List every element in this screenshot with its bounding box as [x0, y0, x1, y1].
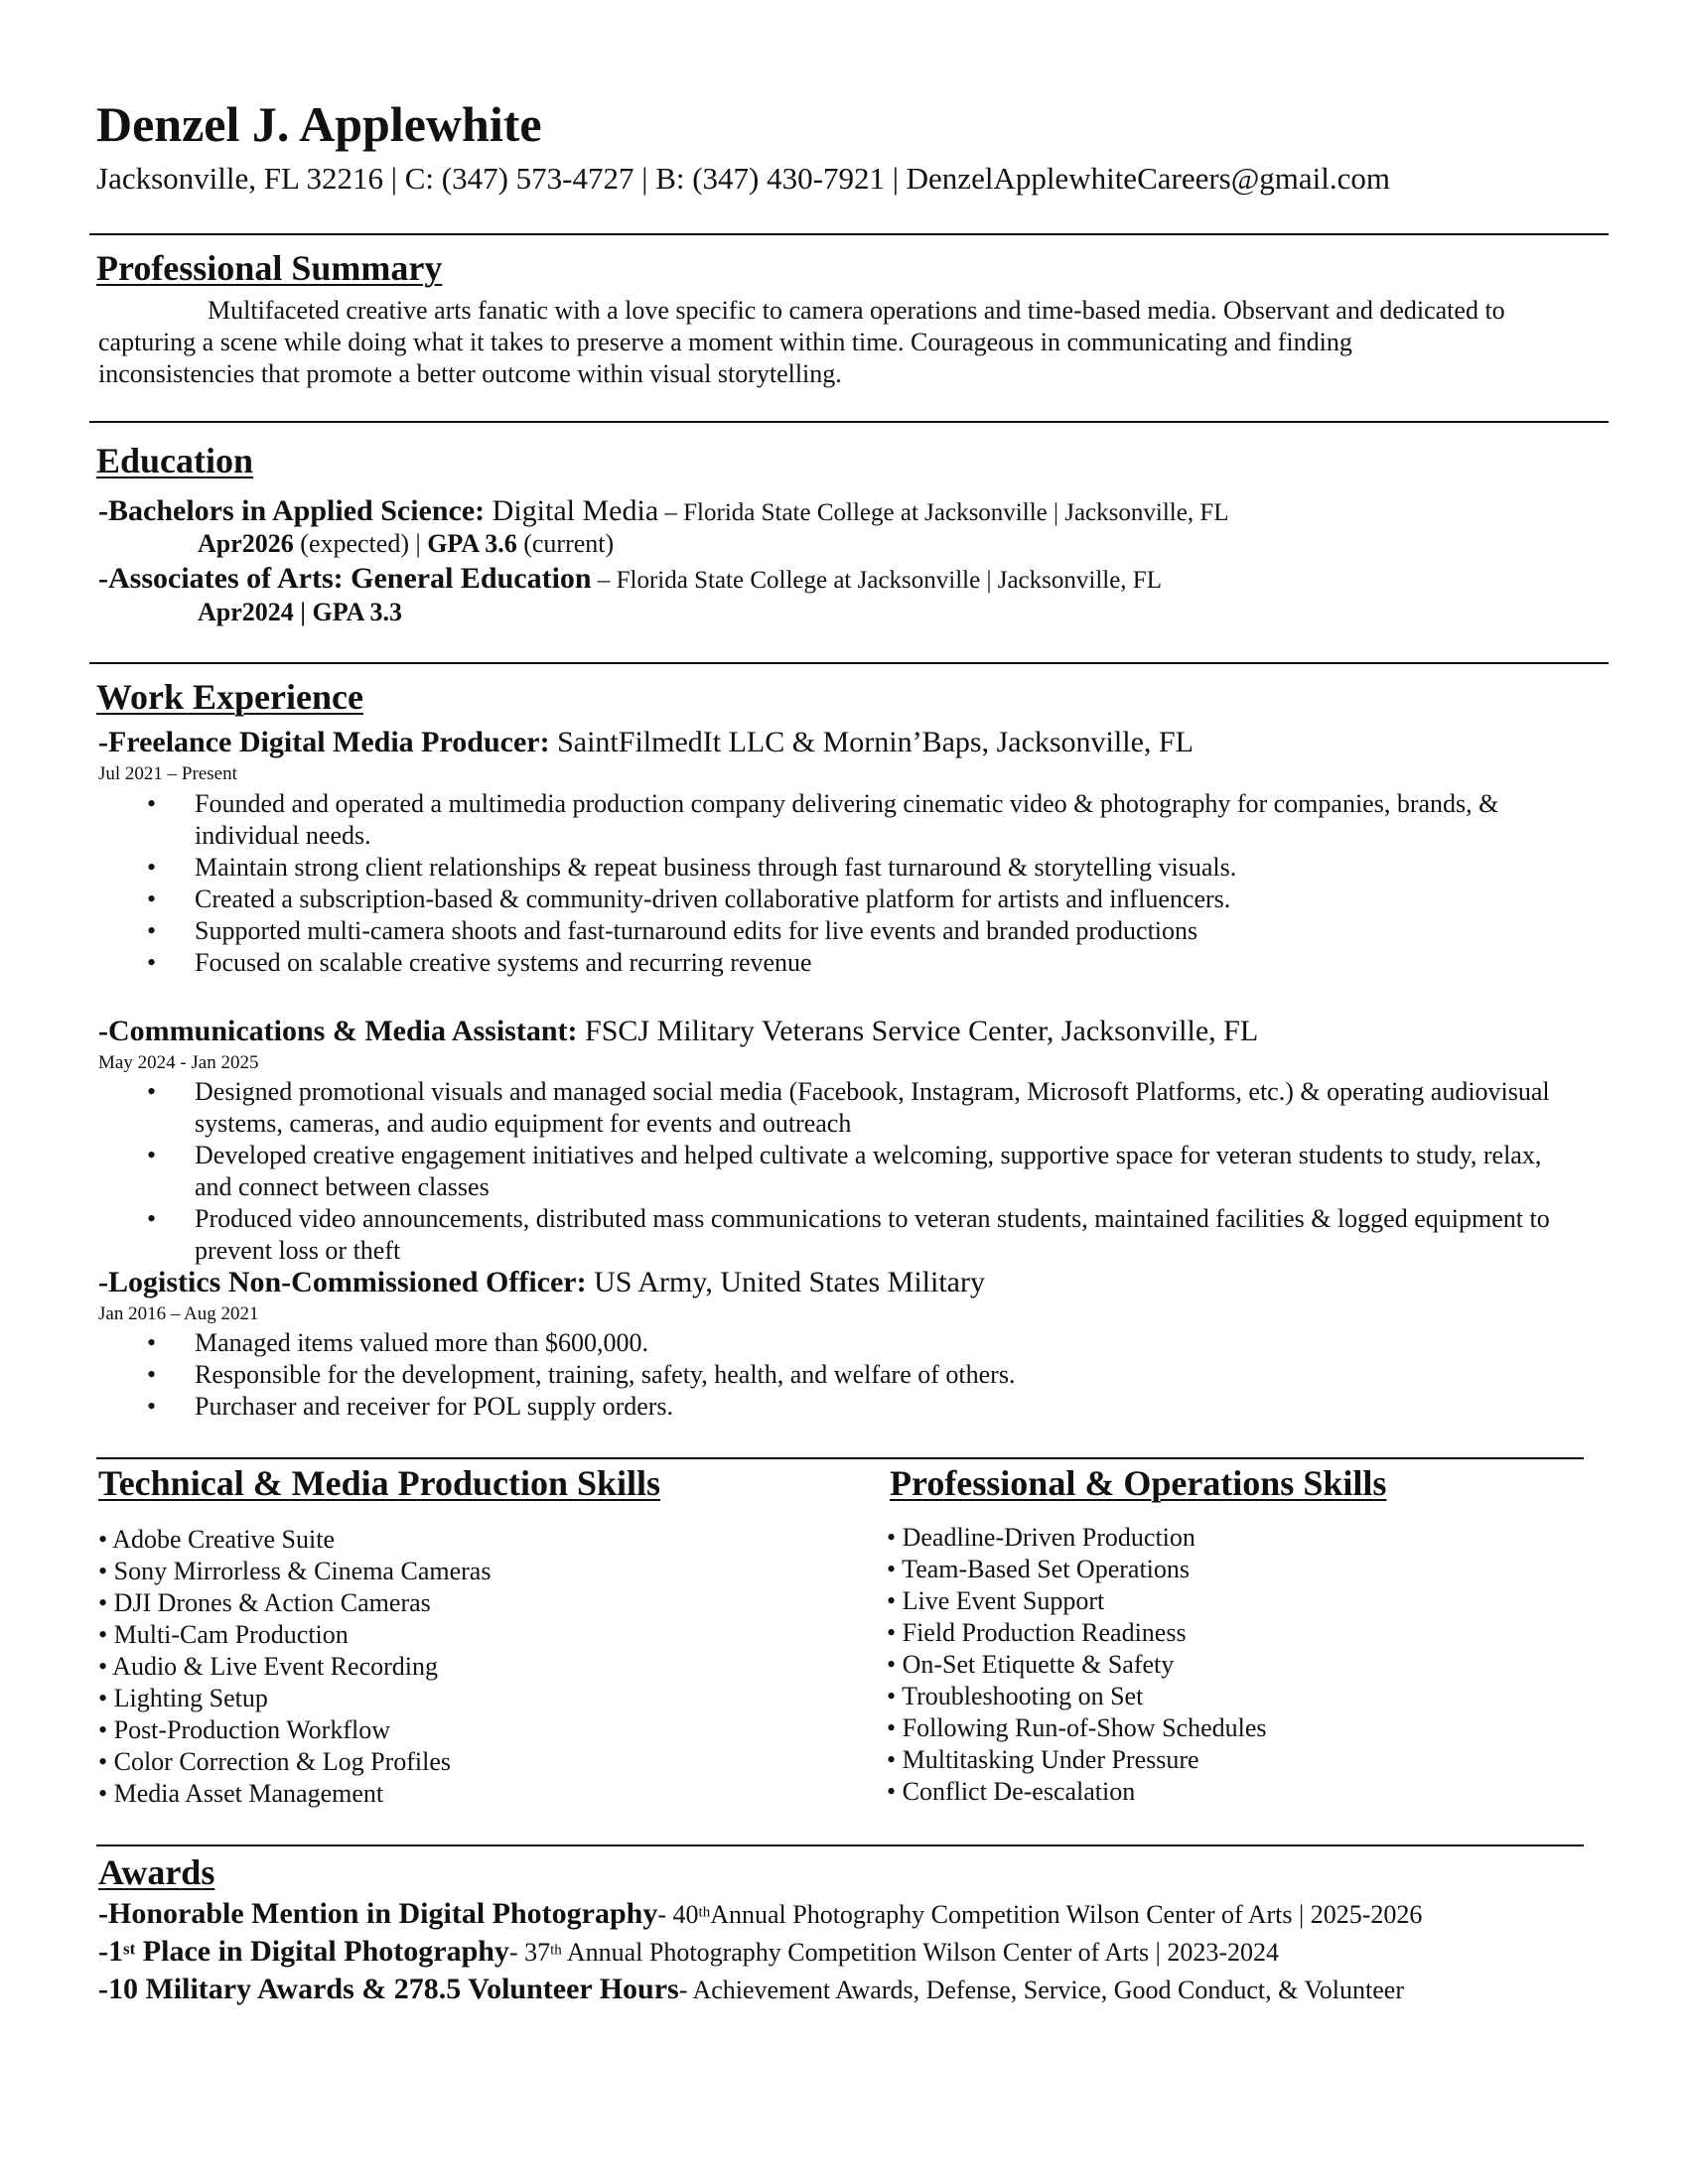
list-item: • Deadline-Driven Production [887, 1523, 1196, 1552]
award-detail: Annual Photography Competition Wilson Center of Arts | 2023-2024 [561, 1938, 1280, 1967]
list-item: • Team-Based Set Operations [887, 1555, 1191, 1583]
job-dates-2: May 2024 - Jan 2025 [98, 1052, 259, 1073]
award-sup: th [698, 1904, 711, 1921]
list-item [147, 884, 1575, 915]
bullet-text: Produced video announcements, distributed mass communications to veteran students, maintained facilities & logged equipment to prevent loss or theft [195, 1204, 1550, 1265]
bullet-icon: • [147, 916, 157, 945]
award-title: -Honorable Mention in Digital Photography [98, 1897, 658, 1930]
education-heading: Education [96, 441, 254, 480]
list-item: • Adobe Creative Suite [98, 1525, 335, 1554]
list-item [147, 1327, 1575, 1359]
divider [89, 421, 1609, 423]
divider [96, 1457, 1584, 1459]
degree: -Associates of Arts: General Education [98, 562, 592, 595]
education-entry-2 [98, 564, 1162, 594]
degree-field: Digital Media [485, 494, 659, 527]
award-num: 37 [524, 1938, 551, 1967]
list-item: • Multitasking Under Pressure [887, 1745, 1199, 1774]
list-item: • Multi-Cam Production [98, 1620, 349, 1649]
job-title-1 [98, 728, 1194, 757]
list-item: • Following Run-of-Show Schedules [887, 1713, 1267, 1742]
bullet-text: Managed items valued more than $600,000. [195, 1328, 649, 1357]
bullet-text: Founded and operated a multimedia production company delivering cinematic video & photography for companies, brands, & individual needs. [195, 789, 1499, 850]
award-title-rest: Place in Digital Photography [135, 1935, 509, 1968]
school: – Florida State College at Jacksonville | Jacksonville, FL [658, 499, 1229, 526]
bullet-text: Purchaser and receiver for POL supply orders. [195, 1392, 674, 1421]
list-item [147, 1140, 1575, 1203]
education-entry-1 [98, 496, 1229, 526]
bullet-icon: • [147, 789, 157, 818]
job-bullets-2 [147, 1076, 1575, 1267]
award-title-sup: st [123, 1939, 136, 1959]
job-org: SaintFilmedIt LLC & Mornin’Baps, Jacksonville, FL [549, 726, 1194, 758]
gpa-note: (current) [516, 529, 615, 558]
bullet-text: Focused on scalable creative systems and recurring revenue [195, 948, 812, 977]
list-item [147, 1076, 1575, 1140]
technical-skills-list [98, 1524, 491, 1810]
bullet-icon: • [147, 1360, 157, 1389]
school: – Florida State College at Jacksonville | Jacksonville, FL [591, 567, 1162, 594]
job-dates-3: Jan 2016 – Aug 2021 [98, 1303, 259, 1324]
education-entry-1-date [198, 531, 614, 557]
award-2 [98, 1937, 1279, 1967]
bullet-icon: • [147, 1328, 157, 1357]
list-item: • Live Event Support [887, 1586, 1105, 1615]
list-item [147, 852, 1575, 884]
job-bullets-1 [147, 788, 1575, 979]
award-3 [98, 1975, 1404, 2004]
list-item: • Sony Mirrorless & Cinema Cameras [98, 1557, 492, 1585]
technical-skills-heading: Technical & Media Production Skills [98, 1463, 661, 1503]
list-item [147, 1359, 1575, 1391]
divider [89, 662, 1609, 664]
bullet-text: Supported multi-camera shoots and fast-turnaround edits for live events and branded productions [195, 916, 1198, 945]
list-item [147, 1203, 1575, 1267]
work-heading: Work Experience [96, 677, 363, 717]
bullet-text: Developed creative engagement initiatives and helped cultivate a welcoming, supportive space for veteran students to study, relax, and connect between classes [195, 1141, 1542, 1201]
job-bullets-3 [147, 1327, 1575, 1423]
bullet-icon: • [147, 1077, 157, 1106]
award-title: -10 Military Awards & 278.5 Volunteer Hours [98, 1973, 679, 2005]
job-title-3 [98, 1268, 985, 1297]
list-item: • Audio & Live Event Recording [98, 1652, 438, 1681]
divider [89, 233, 1609, 235]
list-item [147, 915, 1575, 947]
contact-line: Jacksonville, FL 32216 | C: (347) 573-4727 | B: (347) 430-7921 | DenzelApplewhiteCareers@gmail.com [96, 161, 1390, 196]
gpa: GPA 3.6 [427, 529, 517, 558]
award-num: 40 [672, 1900, 699, 1929]
bullet-icon: • [147, 853, 157, 882]
list-item: • Color Correction & Log Profiles [98, 1747, 451, 1776]
list-item [147, 947, 1575, 979]
job-org: FSCJ Military Veterans Service Center, Jacksonville, FL [577, 1015, 1259, 1047]
divider [96, 1844, 1584, 1846]
job-title: -Logistics Non-Commissioned Officer: [98, 1266, 587, 1298]
professional-skills-heading: Professional & Operations Skills [890, 1463, 1387, 1503]
list-item: • On-Set Etiquette & Safety [887, 1650, 1175, 1679]
list-item: • Lighting Setup [98, 1684, 268, 1712]
grad-date: Apr2026 [198, 529, 294, 558]
bullet-text: Maintain strong client relationships & repeat business through fast turnaround & storytelling visuals. [195, 853, 1237, 882]
list-item: • DJI Drones & Action Cameras [98, 1588, 431, 1617]
list-item: • Post-Production Workflow [98, 1715, 390, 1744]
list-item [147, 788, 1575, 852]
professional-skills-list [887, 1522, 1266, 1808]
bullet-icon: • [147, 948, 157, 977]
bullet-icon: • [147, 1204, 157, 1233]
bullet-text: Created a subscription-based & community-driven collaborative platform for artists and influencers. [195, 885, 1231, 913]
list-item: • Conflict De-escalation [887, 1777, 1136, 1806]
summary-text [98, 295, 1508, 390]
award-title: -1 [98, 1935, 123, 1968]
job-dates-1: Jul 2021 – Present [98, 763, 237, 784]
awards-heading: Awards [98, 1852, 215, 1892]
job-org: US Army, United States Military [586, 1266, 985, 1298]
list-item: • Troubleshooting on Set [887, 1682, 1144, 1710]
list-item: • Field Production Readiness [887, 1618, 1187, 1647]
summary-heading: Professional Summary [96, 248, 443, 288]
degree: -Bachelors in Applied Science: [98, 494, 486, 527]
bullet-text: Responsible for the development, training, safety, health, and welfare of others. [195, 1360, 1016, 1389]
award-sup: th [550, 1942, 562, 1959]
education-entry-2-date: Apr2024 | GPA 3.3 [198, 598, 403, 626]
list-item [147, 1391, 1575, 1423]
list-item: • Media Asset Management [98, 1779, 384, 1808]
award-detail: - Achievement Awards, Defense, Service, Good Conduct, & Volunteer [678, 1976, 1404, 2004]
bullet-text: Designed promotional visuals and managed social media (Facebook, Instagram, Microsoft Platforms, etc.) & operating audiovisual systems, cameras, and audio equipment for events and outreach [195, 1077, 1550, 1138]
bullet-icon: • [147, 885, 157, 913]
award-sep: - [657, 1900, 673, 1929]
candidate-name: Denzel J. Applewhite [96, 96, 542, 152]
date-note: (expected) | [293, 529, 428, 558]
award-sep: - [508, 1938, 525, 1967]
award-detail: Annual Photography Competition Wilson Center of Arts | 2025-2026 [710, 1900, 1423, 1929]
summary-body: Multifaceted creative arts fanatic with a love specific to camera operations and time-based media. Observant and dedicated to capturing a scene while doing what it takes to preserve a moment within time. Courageous in communicating and finding inconsistencies that promote a better outcome within visual storytelling. [98, 296, 1505, 388]
job-title-2 [98, 1017, 1258, 1046]
award-1 [98, 1899, 1422, 1929]
job-title: -Freelance Digital Media Producer: [98, 726, 550, 758]
job-title: -Communications & Media Assistant: [98, 1015, 578, 1047]
bullet-icon: • [147, 1392, 157, 1421]
bullet-icon: • [147, 1141, 157, 1169]
